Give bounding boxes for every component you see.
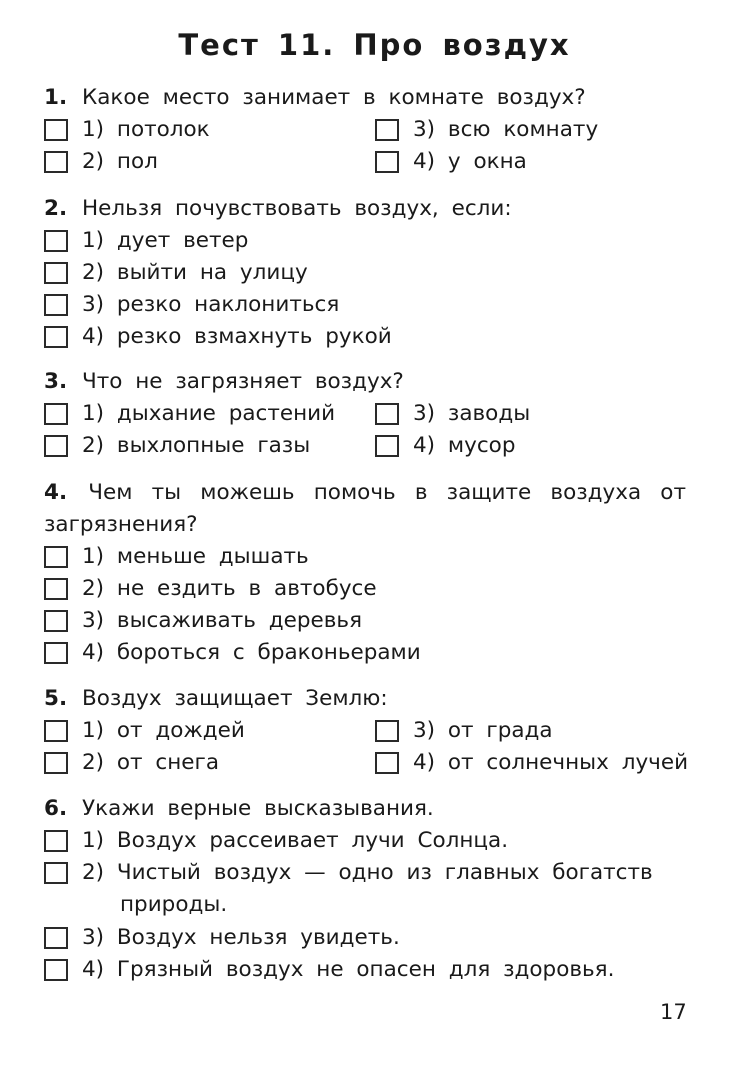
- checkbox[interactable]: [44, 230, 68, 252]
- checkbox[interactable]: [44, 720, 68, 742]
- option-label: 3) всю комнату: [413, 117, 599, 142]
- page-number: 17: [660, 1000, 687, 1024]
- question-1: [44, 82, 694, 114]
- checkbox[interactable]: [44, 435, 68, 457]
- option-label: 3) Воздух нельзя увидеть.: [82, 925, 400, 950]
- option-label: 4) резко взмахнуть рукой: [82, 324, 392, 349]
- checkbox[interactable]: [44, 294, 68, 316]
- option-3-3[interactable]: [375, 398, 530, 430]
- checkbox[interactable]: [375, 119, 399, 141]
- option-label: 3) высаживать деревья: [82, 608, 363, 633]
- option-5-4[interactable]: [375, 747, 688, 779]
- checkbox[interactable]: [375, 752, 399, 774]
- option-6-4[interactable]: [44, 954, 614, 986]
- option-label: 1) меньше дышать: [82, 544, 309, 569]
- checkbox[interactable]: [375, 720, 399, 742]
- option-label: 4) у окна: [413, 149, 527, 174]
- question-4: [44, 477, 686, 541]
- option-1-3[interactable]: [375, 114, 598, 146]
- checkbox[interactable]: [375, 151, 399, 173]
- option-4-4[interactable]: [44, 637, 421, 669]
- checkbox[interactable]: [44, 578, 68, 600]
- question-number: 1.: [44, 85, 68, 110]
- checkbox[interactable]: [44, 546, 68, 568]
- question-text: Укажи верные высказывания.: [81, 796, 434, 821]
- option-1-4[interactable]: [375, 146, 527, 178]
- option-2-4[interactable]: [44, 321, 392, 353]
- checkbox[interactable]: [44, 752, 68, 774]
- option-label: 1) потолок: [82, 117, 210, 142]
- checkbox[interactable]: [44, 642, 68, 664]
- option-label: 2) выхлопные газы: [82, 433, 311, 458]
- checkbox[interactable]: [44, 326, 68, 348]
- checkbox[interactable]: [44, 119, 68, 141]
- option-2-3[interactable]: [44, 289, 339, 321]
- checkbox[interactable]: [44, 610, 68, 632]
- option-label: 1) Воздух рассеивает лучи Солнца.: [82, 828, 509, 853]
- option-label: 2) от снега: [82, 750, 219, 775]
- question-text: Воздух защищает Землю:: [81, 686, 388, 711]
- option-6-2[interactable]: [44, 857, 653, 889]
- question-number: 6.: [44, 796, 68, 821]
- option-4-2[interactable]: [44, 573, 377, 605]
- option-4-3[interactable]: [44, 605, 362, 637]
- checkbox[interactable]: [44, 959, 68, 981]
- question-number: 4.: [44, 480, 68, 505]
- checkbox[interactable]: [44, 262, 68, 284]
- question-number: 2.: [44, 196, 68, 221]
- question-5: [44, 683, 694, 715]
- option-3-4[interactable]: [375, 430, 515, 462]
- option-label: 2) Чистый воздух — одно из главных богатств: [82, 860, 653, 885]
- checkbox[interactable]: [44, 862, 68, 884]
- option-label: 4) от солнечных лучей: [413, 750, 689, 775]
- question-6: [44, 793, 694, 825]
- question-number: 3.: [44, 369, 68, 394]
- option-label: 2) пол: [82, 149, 158, 174]
- option-label: 4) Грязный воздух не опасен для здоровья.: [82, 957, 615, 982]
- option-5-3[interactable]: [375, 715, 553, 747]
- checkbox[interactable]: [44, 927, 68, 949]
- checkbox[interactable]: [44, 403, 68, 425]
- question-3: [44, 366, 694, 398]
- question-text: Нельзя почувствовать воздух, если:: [81, 196, 512, 221]
- question-text: Что не загрязняет воздух?: [81, 369, 404, 394]
- option-label: 4) мусор: [413, 433, 516, 458]
- option-6-1[interactable]: [44, 825, 508, 857]
- option-1-1[interactable]: [44, 114, 210, 146]
- option-label: 3) заводы: [413, 401, 531, 426]
- option-label: 4) бороться с браконьерами: [82, 640, 421, 665]
- option-6-2-continuation: природы.: [120, 892, 228, 917]
- question-2: [44, 193, 694, 225]
- checkbox[interactable]: [375, 403, 399, 425]
- question-number: 5.: [44, 686, 68, 711]
- page-title: Тест 11. Про воздух: [178, 28, 571, 62]
- question-text: Какое место занимает в комнате воздух?: [81, 85, 586, 110]
- checkbox[interactable]: [44, 830, 68, 852]
- option-2-2[interactable]: [44, 257, 308, 289]
- option-3-2[interactable]: [44, 430, 310, 462]
- checkbox[interactable]: [44, 151, 68, 173]
- question-text: Чем ты можешь помочь в защите воздуха от загрязнения?: [44, 480, 686, 537]
- option-6-3[interactable]: [44, 922, 400, 954]
- option-label: 2) не ездить в автобусе: [82, 576, 377, 601]
- checkbox[interactable]: [375, 435, 399, 457]
- option-label: 3) от града: [413, 718, 553, 743]
- option-2-1[interactable]: [44, 225, 248, 257]
- option-label: 1) дует ветер: [82, 228, 249, 253]
- option-4-1[interactable]: [44, 541, 309, 573]
- option-label: 1) от дождей: [82, 718, 245, 743]
- option-label: 2) выйти на улицу: [82, 260, 308, 285]
- option-5-1[interactable]: [44, 715, 245, 747]
- option-3-1[interactable]: [44, 398, 335, 430]
- option-1-2[interactable]: [44, 146, 158, 178]
- option-label: 3) резко наклониться: [82, 292, 340, 317]
- option-label: 1) дыхание растений: [82, 401, 336, 426]
- option-5-2[interactable]: [44, 747, 219, 779]
